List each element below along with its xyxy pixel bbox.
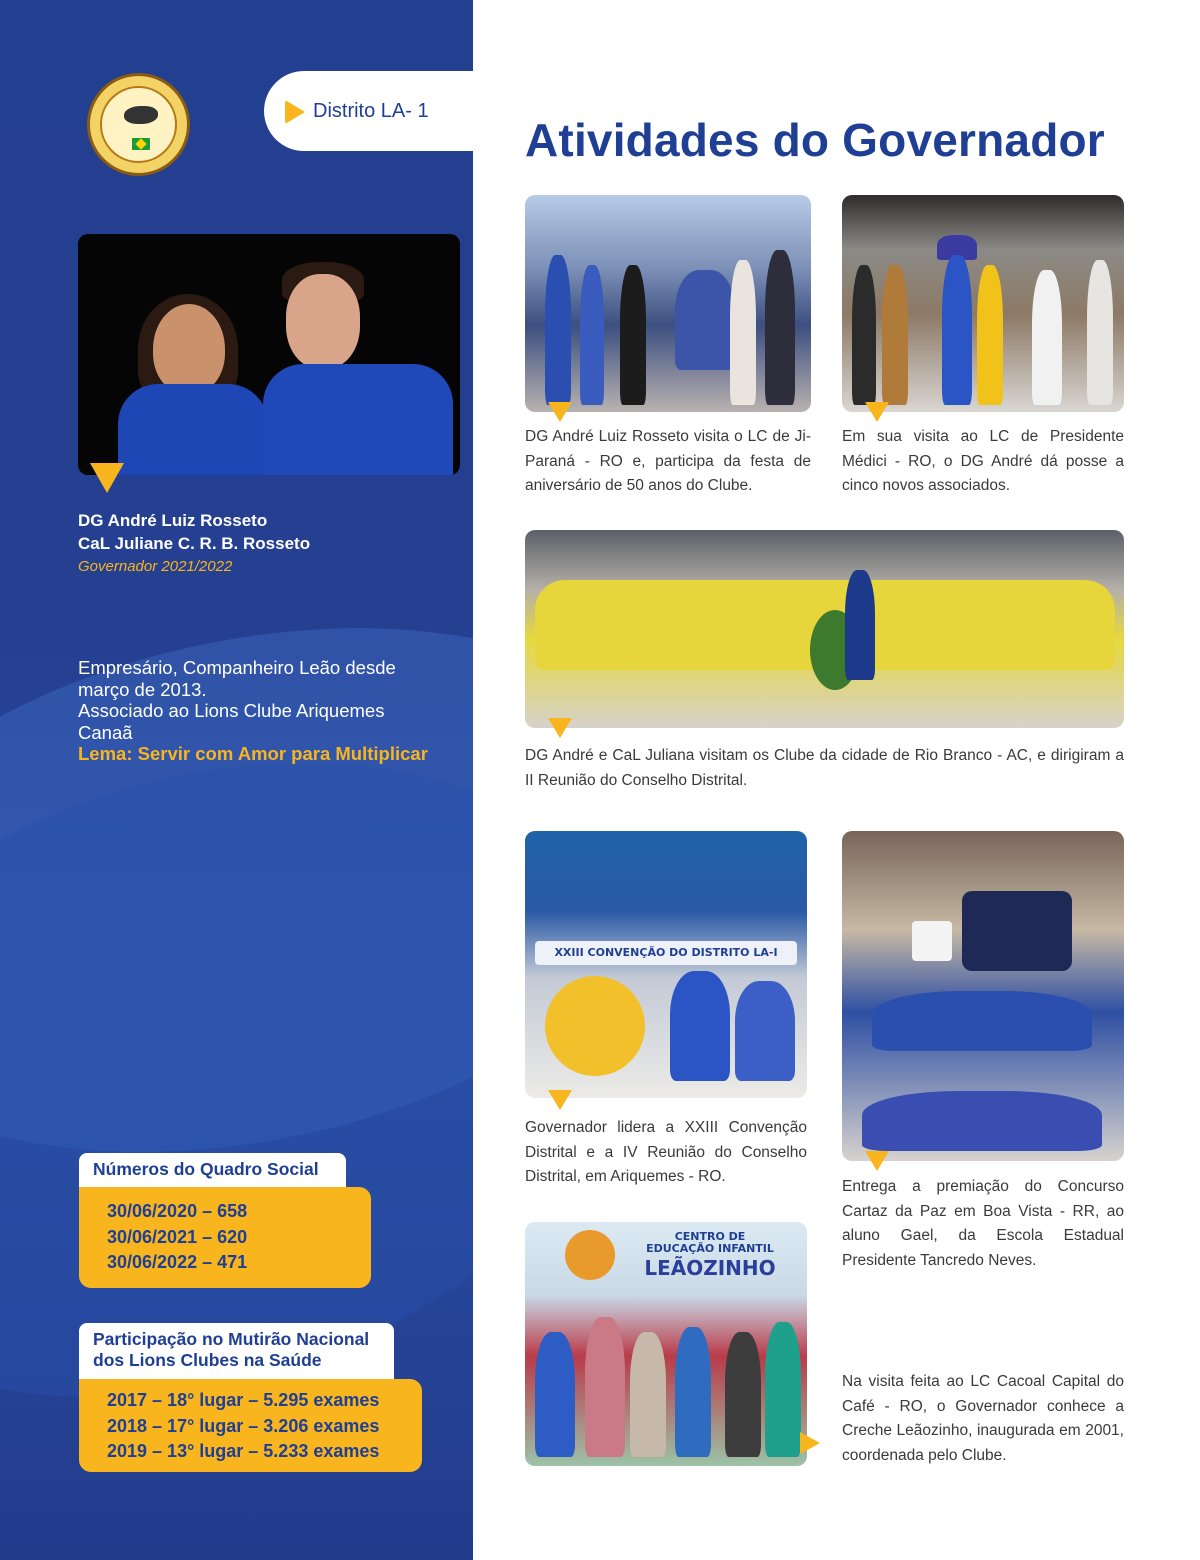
governor-name: DG André Luiz Rosseto	[78, 511, 268, 530]
photo-figure	[263, 364, 453, 475]
photo-figure	[862, 1091, 1102, 1151]
activity-photo-convencao	[525, 831, 807, 1098]
health-drive-row: 2017 – 18° lugar – 5.295 exames	[107, 1390, 380, 1410]
play-arrow-icon	[285, 100, 305, 124]
photo-figure	[675, 270, 735, 370]
photo-figure	[1032, 270, 1062, 405]
photo-figure	[845, 570, 875, 680]
photo-figure	[735, 981, 795, 1081]
photo-figure	[545, 976, 645, 1076]
photo-figure	[535, 1332, 575, 1457]
photo-figure	[765, 1322, 801, 1457]
health-drive-box-title: Participação no Mutirão Nacional dos Lions Clubes na Saúde	[79, 1323, 394, 1381]
seal-inner	[100, 86, 177, 163]
page-title: Atividades do Governador	[525, 114, 1105, 166]
photo-figure	[670, 971, 730, 1081]
pointer-icon	[548, 718, 572, 738]
governor-portrait-photo	[78, 234, 460, 475]
creche-banner-line2: EDUCAÇÃO INFANTIL	[646, 1242, 774, 1255]
activity-photo-rio-branco	[525, 530, 1124, 728]
bio-text: Empresário, Companheiro Leão desde março de 2013.	[78, 657, 396, 700]
photo-figure	[725, 1332, 761, 1457]
photo-figure	[912, 921, 952, 961]
lion-mascot-icon	[565, 1230, 615, 1280]
photo-figure	[1087, 260, 1113, 405]
convention-banner-text: XXIII CONVENÇÃO DO DISTRITO LA-I	[554, 946, 778, 959]
pointer-icon	[548, 402, 572, 422]
fish-icon	[124, 106, 158, 124]
photo-figure	[585, 1317, 625, 1457]
photo-figure	[153, 304, 225, 394]
activity-photo-presidente-medici	[842, 195, 1124, 412]
photo-figure	[962, 891, 1072, 971]
brazil-flag-icon	[132, 138, 150, 150]
photo-figure	[286, 274, 360, 369]
pointer-icon	[548, 1090, 572, 1110]
governor-names	[78, 509, 310, 555]
health-drive-row: 2019 – 13° lugar – 5.233 exames	[107, 1441, 380, 1461]
spouse-name: CaL Juliane C. R. B. Rosseto	[78, 534, 311, 553]
governor-bio	[78, 657, 438, 765]
pointer-icon	[90, 463, 124, 493]
activity-caption: DG André Luiz Rosseto visita o LC de Ji-Paraná - RO e, participa da festa de aniversário de 50 anos do Clube.	[525, 428, 811, 494]
creche-banner-line1: CENTRO DE	[674, 1230, 746, 1243]
membership-row: 30/06/2021 – 620	[107, 1226, 248, 1247]
photo-figure	[882, 265, 908, 405]
activity-caption: Na visita feita ao LC Cacoal Capital do Café - RO, o Governador conhece a Creche Leãozinho, inaugurada em 2001, coordenada pelo Clube.	[842, 1373, 1124, 1464]
photo-figure	[730, 260, 756, 405]
membership-box	[79, 1187, 371, 1288]
lions-seal-logo	[87, 73, 190, 176]
photo-figure	[630, 1332, 666, 1457]
membership-box-title: Números do Quadro Social	[79, 1153, 346, 1189]
pointer-icon	[800, 1432, 820, 1454]
activity-caption: DG André e CaL Juliana visitam os Clube da cidade de Rio Branco - AC, e dirigiram a II Reunião do Conselho Distrital.	[525, 747, 1124, 789]
pointer-icon	[865, 1151, 889, 1171]
photo-figure	[580, 265, 604, 405]
pointer-icon	[865, 402, 889, 422]
activity-photo-creche-leaozinho	[525, 1222, 807, 1466]
photo-figure	[977, 265, 1003, 405]
health-drive-box	[79, 1379, 422, 1472]
photo-figure	[765, 250, 795, 405]
activity-caption: Entrega a premiação do Concurso Cartaz da Paz em Boa Vista - RR, ao aluno Gael, da Escola Estadual Presidente Tancredo Neves.	[842, 1178, 1124, 1269]
photo-figure	[118, 384, 268, 475]
governor-motto: Lema: Servir com Amor para Multiplicar	[78, 743, 428, 764]
membership-row: 30/06/2022 – 471	[107, 1252, 248, 1272]
district-label: Distrito LA- 1	[313, 100, 429, 122]
activity-photo-ji-parana	[525, 195, 811, 412]
activity-photo-boa-vista	[842, 831, 1124, 1161]
activity-caption: Em sua visita ao LC de Presidente Médici - RO, o DG André dá posse a cinco novos associados.	[842, 428, 1124, 494]
bio-text: Associado ao Lions Clube Ariquemes Canaã	[78, 700, 385, 743]
photo-figure	[675, 1327, 711, 1457]
activity-caption: Governador lidera a XXIII Convenção Distrital e a IV Reunião do Conselho Distrital, em Ariquemes - RO.	[525, 1119, 807, 1185]
membership-row: 30/06/2020 – 658	[107, 1201, 248, 1221]
photo-figure	[620, 265, 646, 405]
photo-figure	[852, 265, 876, 405]
creche-banner-name: LEÃOZINHO	[644, 1256, 776, 1280]
health-drive-row: 2018 – 17° lugar – 3.206 exames	[107, 1415, 380, 1436]
photo-figure	[942, 255, 972, 405]
left-sidebar-panel	[0, 0, 473, 1560]
governor-term: Governador 2021/2022	[78, 558, 233, 575]
photo-figure	[545, 255, 571, 405]
photo-figure	[872, 991, 1092, 1051]
